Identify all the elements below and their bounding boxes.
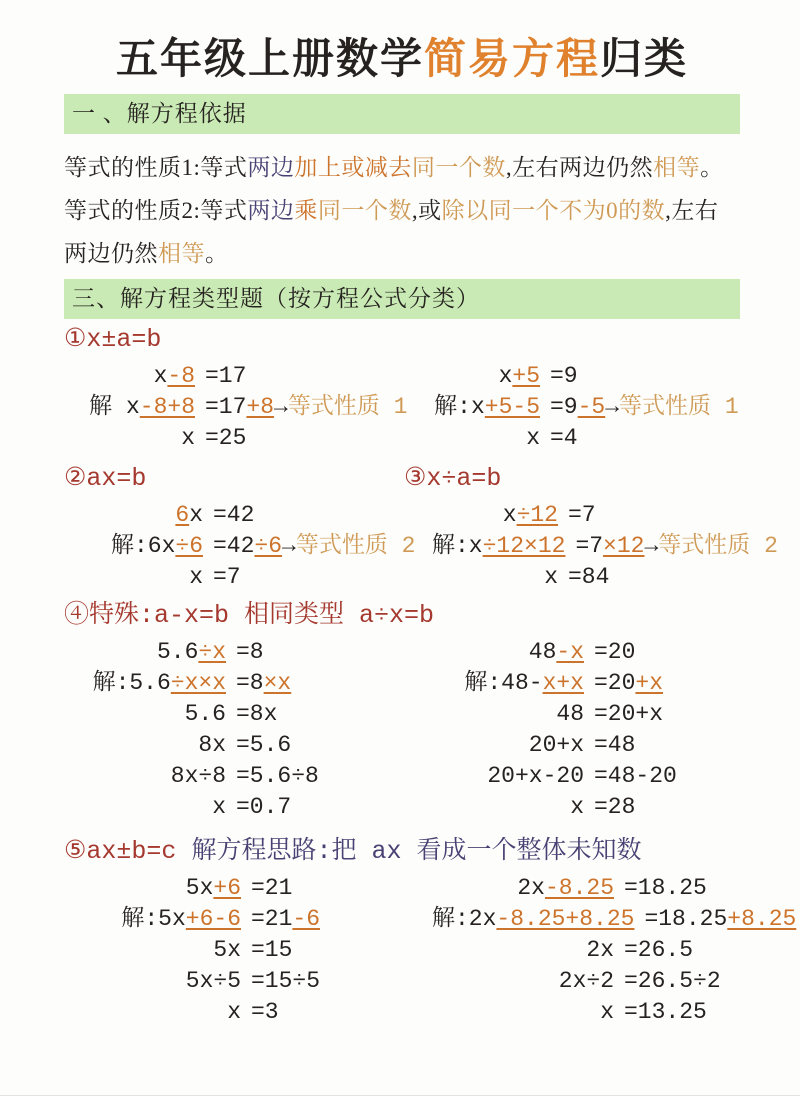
text-run: =7 xyxy=(568,502,596,528)
text-run: → xyxy=(282,533,296,559)
equation-rhs xyxy=(614,966,721,997)
principle-line-3 xyxy=(64,232,740,275)
text-run: 两边 xyxy=(247,155,295,180)
section-heading-row xyxy=(64,837,740,867)
text-run: 5.6 xyxy=(156,639,199,665)
equation-lhs xyxy=(64,761,226,792)
equation-row xyxy=(64,997,432,1028)
text-run: =42 xyxy=(213,502,255,528)
text-run: =17 xyxy=(205,363,247,389)
text-run: 5x÷5 xyxy=(185,968,241,994)
text-run: ×12 xyxy=(603,533,645,559)
text-run: 同一个数 xyxy=(317,198,412,223)
equation-lhs xyxy=(432,392,540,423)
equation-column-right xyxy=(432,361,740,454)
equation-row xyxy=(432,531,778,562)
equation-lhs-text xyxy=(434,392,540,423)
equation-lhs-text xyxy=(154,361,195,392)
text-run: =21 xyxy=(251,875,293,901)
text-run: 解:48- xyxy=(464,670,543,696)
text-run: x xyxy=(189,502,203,528)
section-heading-row xyxy=(64,325,740,355)
equation-lhs-text xyxy=(487,761,584,792)
equation-rhs xyxy=(540,361,578,392)
equation-lhs xyxy=(432,423,540,454)
text-run: -8 xyxy=(167,363,195,389)
equation-row xyxy=(432,562,778,593)
equation-lhs xyxy=(64,361,195,392)
equation-lhs xyxy=(64,531,203,562)
text-run: =18.25 xyxy=(644,906,728,932)
text-run: 等式的性质1:等式 xyxy=(64,155,248,180)
text-run: =0.7 xyxy=(236,794,292,820)
text-run: 两边 xyxy=(247,198,295,223)
text-run: -8+8 xyxy=(139,394,195,420)
equation-lhs xyxy=(64,904,241,935)
equation-rhs xyxy=(614,997,707,1028)
equation-lhs xyxy=(432,668,584,699)
equation-columns xyxy=(64,637,740,823)
equation-rhs xyxy=(614,935,693,966)
equation-lhs-text xyxy=(89,392,195,423)
equation-principles xyxy=(64,146,740,275)
text-run: 解:x xyxy=(434,394,485,420)
equation-lhs xyxy=(64,668,226,699)
text-run: 20+x-20 xyxy=(487,763,584,789)
equation-lhs-text xyxy=(121,904,241,935)
equation-lhs xyxy=(432,637,584,668)
text-run: x xyxy=(502,502,517,528)
text-run: =15÷5 xyxy=(251,968,321,994)
equation-row xyxy=(64,361,432,392)
section-5 xyxy=(64,837,797,1028)
equation-lhs-text xyxy=(517,873,614,904)
text-run: 等式性质 1 xyxy=(287,394,408,420)
text-run: ÷x×x xyxy=(170,670,226,696)
equation-row xyxy=(432,361,740,392)
equation-lhs xyxy=(64,792,226,823)
equation-column-left xyxy=(64,637,432,823)
principle-line-2 xyxy=(64,189,740,232)
text-run: 解方程思路:把 ax 看成一个整体未知数 xyxy=(191,837,642,866)
text-run: x xyxy=(600,999,614,1025)
text-run: x xyxy=(189,564,203,590)
equation-lhs xyxy=(64,997,241,1028)
equation-column-left xyxy=(64,361,432,454)
equation-lhs xyxy=(432,361,540,392)
text-run: ,或 xyxy=(411,198,442,223)
text-run: ÷x xyxy=(198,639,226,665)
section-banner-2: 三、解方程类型题（按方程公式分类） xyxy=(64,279,740,319)
text-run: =20 xyxy=(594,670,636,696)
text-run: ①x±a=b xyxy=(64,325,162,354)
equation-lhs-text xyxy=(432,531,565,562)
equation-columns xyxy=(64,361,740,454)
equation-row xyxy=(432,966,796,997)
equation-lhs-text xyxy=(185,699,226,730)
equation-lhs xyxy=(64,730,226,761)
text-run: =48-20 xyxy=(594,763,677,789)
text-run: 解:6x xyxy=(110,533,176,559)
section-heading xyxy=(64,464,404,494)
text-run: =15 xyxy=(251,937,293,963)
text-run: 五年级上册数学 xyxy=(115,37,424,83)
text-run: ,左右两边仍然 xyxy=(505,155,654,180)
equation-lhs xyxy=(64,699,226,730)
text-run: 等式性质 2 xyxy=(658,533,778,559)
equation-lhs-text xyxy=(556,699,584,730)
equation-row xyxy=(432,761,740,792)
equation-rhs xyxy=(614,873,707,904)
equation-lhs-text xyxy=(181,423,195,454)
text-run: =48 xyxy=(594,732,636,758)
principle-line-1 xyxy=(64,146,740,189)
equation-lhs-text xyxy=(464,668,584,699)
text-run: 相等 xyxy=(653,155,701,180)
text-run: 20+x xyxy=(528,732,584,758)
equation-lhs-text xyxy=(559,966,614,997)
text-run: 等式的性质2:等式 xyxy=(64,198,248,223)
text-run: +6 xyxy=(213,875,241,901)
equation-columns xyxy=(64,873,797,1028)
text-run: x xyxy=(526,425,540,451)
equation-lhs-text xyxy=(186,966,241,997)
equation-rhs xyxy=(226,792,291,823)
equation-row xyxy=(432,500,778,531)
section-heading xyxy=(64,601,434,631)
equation-lhs xyxy=(64,423,195,454)
text-run: -5 xyxy=(577,394,606,420)
equation-row xyxy=(432,997,796,1028)
equation-rhs xyxy=(241,935,292,966)
equation-lhs-text xyxy=(213,935,241,966)
text-run: =28 xyxy=(594,794,636,820)
section-4 xyxy=(64,601,740,823)
text-run: 2x xyxy=(586,937,614,963)
equation-lhs xyxy=(432,531,565,562)
section-1 xyxy=(64,325,740,454)
equation-row xyxy=(64,699,432,730)
equation-rhs xyxy=(584,637,635,668)
text-run: ②ax=b xyxy=(64,464,147,493)
text-run: → xyxy=(644,533,659,559)
text-run: 加上或减去 xyxy=(294,155,412,180)
text-run: 解:5.6 xyxy=(92,670,171,696)
text-run: 解:2x xyxy=(432,906,497,932)
text-run: =8x xyxy=(236,701,278,727)
equation-lhs-text xyxy=(529,730,584,761)
equation-lhs xyxy=(64,392,195,423)
text-run: 乘 xyxy=(294,198,318,223)
equation-column-right xyxy=(432,873,796,1028)
equation-rhs xyxy=(203,500,254,531)
text-run: 8x÷8 xyxy=(170,763,226,789)
equation-rhs xyxy=(584,668,663,699)
text-run: +5-5 xyxy=(484,394,540,420)
text-run: ③x÷a=b xyxy=(404,464,502,493)
text-run: ÷6 xyxy=(254,533,283,559)
page-title xyxy=(64,32,740,88)
equation-row xyxy=(432,904,796,935)
text-run: =26.5 xyxy=(624,937,694,963)
equation-column-right xyxy=(432,637,740,823)
text-run: =21 xyxy=(251,906,293,932)
text-run: -8.25+8.25 xyxy=(496,906,635,932)
section-2-3 xyxy=(64,464,778,593)
text-run: ⑤ax±b=c xyxy=(64,837,192,866)
equation-rhs xyxy=(226,637,264,668)
equation-row xyxy=(64,873,432,904)
text-run: 2x÷2 xyxy=(558,968,614,994)
equation-row xyxy=(64,531,432,562)
equation-column-right xyxy=(432,500,778,593)
equation-row xyxy=(64,966,432,997)
text-run: 归类 xyxy=(600,37,689,83)
text-run: =42 xyxy=(213,533,255,559)
equation-rhs xyxy=(565,531,777,562)
equation-lhs-text xyxy=(227,997,241,1028)
equation-row xyxy=(64,730,432,761)
equation-lhs xyxy=(432,935,614,966)
text-run: 简易方程 xyxy=(423,37,600,83)
equation-lhs xyxy=(432,873,614,904)
equation-rhs xyxy=(203,562,241,593)
equation-column-left xyxy=(64,873,432,1028)
text-run: 。 xyxy=(700,155,724,180)
section-banner-1: 一 、解方程依据 xyxy=(64,94,740,134)
equation-row xyxy=(432,668,740,699)
equation-rhs xyxy=(584,730,635,761)
equation-row xyxy=(64,392,432,423)
text-run: -6 xyxy=(292,906,321,932)
equation-rhs xyxy=(584,761,677,792)
text-run: 相等 xyxy=(158,241,205,266)
equation-rhs xyxy=(241,904,320,935)
equation-rhs xyxy=(558,500,596,531)
equation-columns xyxy=(64,500,778,593)
equation-rhs xyxy=(584,792,635,823)
section-heading xyxy=(64,837,641,867)
equation-rhs xyxy=(226,730,291,761)
equation-lhs-text xyxy=(171,761,226,792)
text-run: =9 xyxy=(550,363,578,389)
text-run: x xyxy=(544,564,558,590)
equation-lhs xyxy=(64,873,241,904)
equation-lhs-text xyxy=(198,730,226,761)
equation-lhs xyxy=(432,500,558,531)
text-run: -x xyxy=(556,639,584,665)
text-run: +8 xyxy=(246,394,275,420)
text-run: =8 xyxy=(236,639,264,665)
text-run: ×x xyxy=(263,670,292,696)
equation-lhs xyxy=(64,500,203,531)
equation-lhs-text xyxy=(111,531,203,562)
equation-rhs xyxy=(226,761,319,792)
text-run: =4 xyxy=(550,425,578,451)
equation-lhs-text xyxy=(529,637,584,668)
text-run: x xyxy=(570,794,584,820)
equation-row xyxy=(432,699,740,730)
equation-row xyxy=(432,873,796,904)
equation-lhs xyxy=(432,699,584,730)
text-run: 解:5x xyxy=(121,906,186,932)
text-run: 5x xyxy=(185,875,214,901)
equation-row xyxy=(64,761,432,792)
equation-row xyxy=(64,637,432,668)
equation-lhs-text xyxy=(526,423,540,454)
text-run: ÷6 xyxy=(175,533,203,559)
text-run: 5x xyxy=(213,937,241,963)
equation-lhs-text xyxy=(432,904,634,935)
text-run: 48 xyxy=(556,701,584,727)
equation-lhs-text xyxy=(600,997,614,1028)
equation-rhs xyxy=(241,873,292,904)
equation-rhs xyxy=(241,966,320,997)
equation-row xyxy=(432,392,740,423)
text-run: 5.6 xyxy=(184,701,226,727)
equation-rhs xyxy=(226,668,291,699)
text-run: ÷12 xyxy=(516,502,558,528)
equation-lhs xyxy=(432,792,584,823)
text-run: 等式性质 1 xyxy=(619,394,739,420)
text-run: =3 xyxy=(251,999,279,1025)
text-run: 等式性质 2 xyxy=(295,533,416,559)
text-run: 。 xyxy=(205,241,229,266)
text-run: =25 xyxy=(205,425,247,451)
text-run: +6-6 xyxy=(185,906,241,932)
equation-row xyxy=(432,792,740,823)
equation-row xyxy=(64,904,432,935)
equation-lhs-text xyxy=(544,562,558,593)
text-run: x xyxy=(227,999,241,1025)
text-run: =20 xyxy=(594,639,636,665)
equation-row xyxy=(432,423,740,454)
text-run: =17 xyxy=(205,394,247,420)
equation-lhs xyxy=(64,966,241,997)
equation-column-left xyxy=(64,500,432,593)
text-run: +5 xyxy=(512,363,540,389)
equation-row xyxy=(64,423,432,454)
text-run: x xyxy=(181,425,195,451)
text-run: 解:x xyxy=(432,533,483,559)
equation-lhs-text xyxy=(570,792,584,823)
equation-rhs xyxy=(195,361,246,392)
text-run: 除以同一个不为0的数 xyxy=(441,198,666,223)
equation-row xyxy=(64,668,432,699)
text-run: ④特殊:a-x=b 相同类型 a÷x=b xyxy=(64,601,435,630)
text-run: x xyxy=(498,363,513,389)
equation-lhs-text xyxy=(212,792,226,823)
equation-row xyxy=(64,562,432,593)
equation-lhs xyxy=(432,761,584,792)
text-run: +x xyxy=(635,670,664,696)
section-heading xyxy=(64,325,161,355)
text-run: =5.6 xyxy=(236,732,292,758)
equation-lhs xyxy=(432,997,614,1028)
equation-lhs-text xyxy=(586,935,614,966)
section-heading-row xyxy=(64,601,740,631)
equation-lhs-text xyxy=(186,873,241,904)
text-run: x+x xyxy=(542,670,584,696)
equation-rhs xyxy=(203,531,415,562)
text-run: =18.25 xyxy=(624,875,707,901)
text-run: 8x xyxy=(198,732,226,758)
text-run: 6 xyxy=(175,502,190,528)
text-run: x xyxy=(212,794,226,820)
text-run: =84 xyxy=(568,564,610,590)
text-run: 48 xyxy=(528,639,557,665)
equation-lhs-text xyxy=(189,562,203,593)
text-run: =13.25 xyxy=(624,999,707,1025)
text-run: =5.6÷8 xyxy=(236,763,319,789)
text-run: =26.5÷2 xyxy=(624,968,721,994)
equation-rhs xyxy=(226,699,277,730)
equation-lhs xyxy=(432,562,558,593)
equation-row xyxy=(432,730,740,761)
equation-row xyxy=(64,935,432,966)
equation-lhs-text xyxy=(499,361,540,392)
equation-lhs xyxy=(64,562,203,593)
equation-lhs xyxy=(432,966,614,997)
text-run: +8.25 xyxy=(727,906,797,932)
equation-rhs xyxy=(558,562,609,593)
equation-lhs xyxy=(64,935,241,966)
equation-lhs-text xyxy=(157,637,226,668)
text-run: =9 xyxy=(550,394,578,420)
equation-rhs xyxy=(540,423,578,454)
text-run: 解 x xyxy=(89,394,140,420)
equation-rhs xyxy=(241,997,279,1028)
equation-rhs xyxy=(540,392,739,423)
equation-lhs-text xyxy=(503,500,558,531)
section-heading xyxy=(404,464,501,494)
equation-row xyxy=(64,500,432,531)
text-run: 同一个数 xyxy=(411,155,506,180)
equation-lhs xyxy=(432,730,584,761)
equation-lhs-text xyxy=(175,500,203,531)
text-run: → xyxy=(274,394,288,420)
text-run: ,左右 xyxy=(665,198,719,223)
section-heading-row xyxy=(64,464,740,494)
text-run: =8 xyxy=(236,670,264,696)
equation-rhs xyxy=(195,423,246,454)
equation-row xyxy=(64,792,432,823)
equation-rhs xyxy=(195,392,407,423)
text-run: 2x xyxy=(517,875,545,901)
equation-sections xyxy=(64,325,797,1028)
equation-lhs-text xyxy=(93,668,226,699)
text-run: x xyxy=(153,363,168,389)
text-run: → xyxy=(605,394,620,420)
equation-rhs xyxy=(634,904,796,935)
text-run: =20+x xyxy=(594,701,664,727)
text-run: =7 xyxy=(213,564,241,590)
text-run: -8.25 xyxy=(544,875,614,901)
equation-row xyxy=(432,935,796,966)
equation-row xyxy=(432,637,740,668)
text-run: ÷12×12 xyxy=(482,533,566,559)
equation-lhs xyxy=(432,904,634,935)
text-run: 两边仍然 xyxy=(64,241,158,266)
equation-rhs xyxy=(584,699,663,730)
equation-lhs xyxy=(64,637,226,668)
text-run: =7 xyxy=(575,533,604,559)
